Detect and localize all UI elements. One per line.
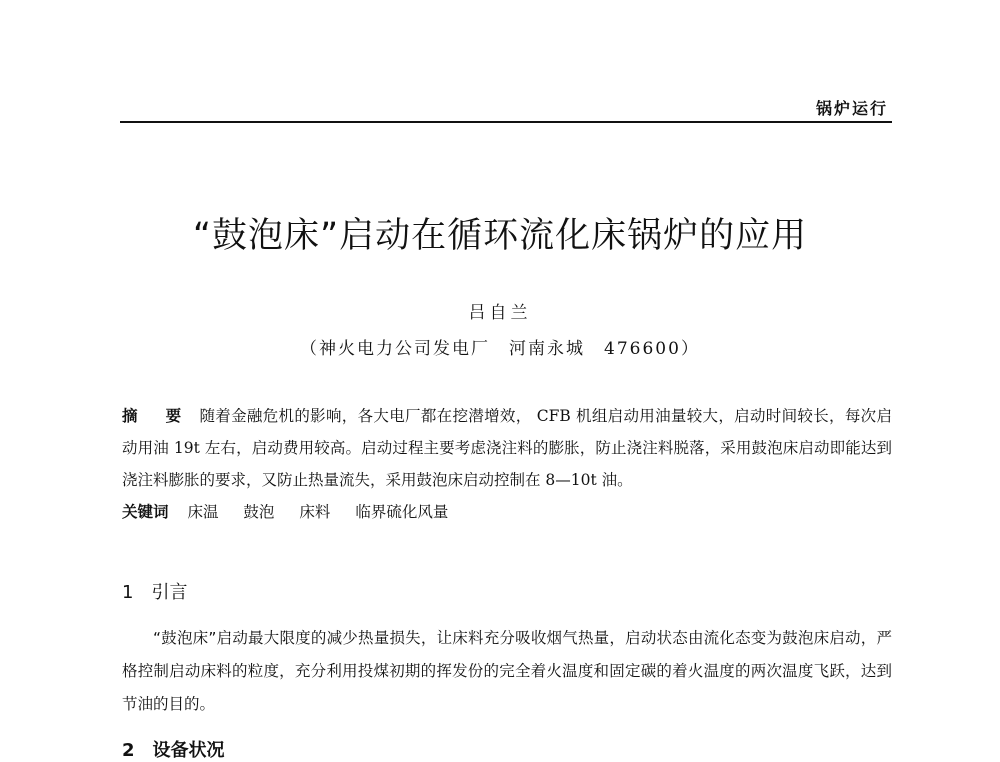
keyword: 床料 — [299, 503, 331, 521]
section-paragraph: “鼓泡床”启动最大限度的减少热量损失，让床料充分吸收烟气热量，启动状态由流化态变为鼓泡床启动，严格控制启动床料的粒度，充分利用投煤初期的挥发份的完全着火温度和固定碳的着火温度的两次温度飞跃，达到节油的目的。 — [122, 629, 892, 713]
section-title: 引言 — [151, 582, 188, 603]
article-title: “鼓泡床”启动在循环流化床锅炉的应用 — [192, 216, 808, 256]
abstract-text: 随着金融危机的影响，各大电厂都在挖潜增效， CFB 机组启动用油量较大，启动时间较长，每次启动用油 19t 左右，启动费用较高。启动过程主要考虑浇注料的膨胀，防止浇注料脱落，采用鼓泡床启动即能达到浇注料膨胀的要求，又防止热量流失，采用鼓泡床启动控制在 8—10t 油。 — [122, 407, 892, 489]
section-heading — [122, 578, 187, 604]
section-title: 设备状况 — [152, 740, 225, 761]
section-number: 2 — [122, 740, 135, 761]
section-heading — [122, 736, 225, 762]
author-affiliation: （神火电力公司发电厂 河南永城 476600） — [300, 339, 700, 359]
abstract-paragraph — [122, 400, 892, 496]
abstract-label: 摘 要 — [122, 407, 188, 425]
keywords-row — [122, 496, 892, 528]
header-rule — [120, 121, 892, 123]
header-section-label: 锅炉运行 — [815, 99, 888, 118]
abstract-block — [122, 400, 892, 528]
keywords-label: 关键词 — [122, 503, 169, 521]
author-name: 吕自兰 — [468, 303, 532, 323]
keyword: 鼓泡 — [243, 503, 275, 521]
keyword: 临界硫化风量 — [355, 503, 449, 521]
section-number: 1 — [122, 582, 134, 603]
keyword: 床温 — [187, 503, 219, 521]
